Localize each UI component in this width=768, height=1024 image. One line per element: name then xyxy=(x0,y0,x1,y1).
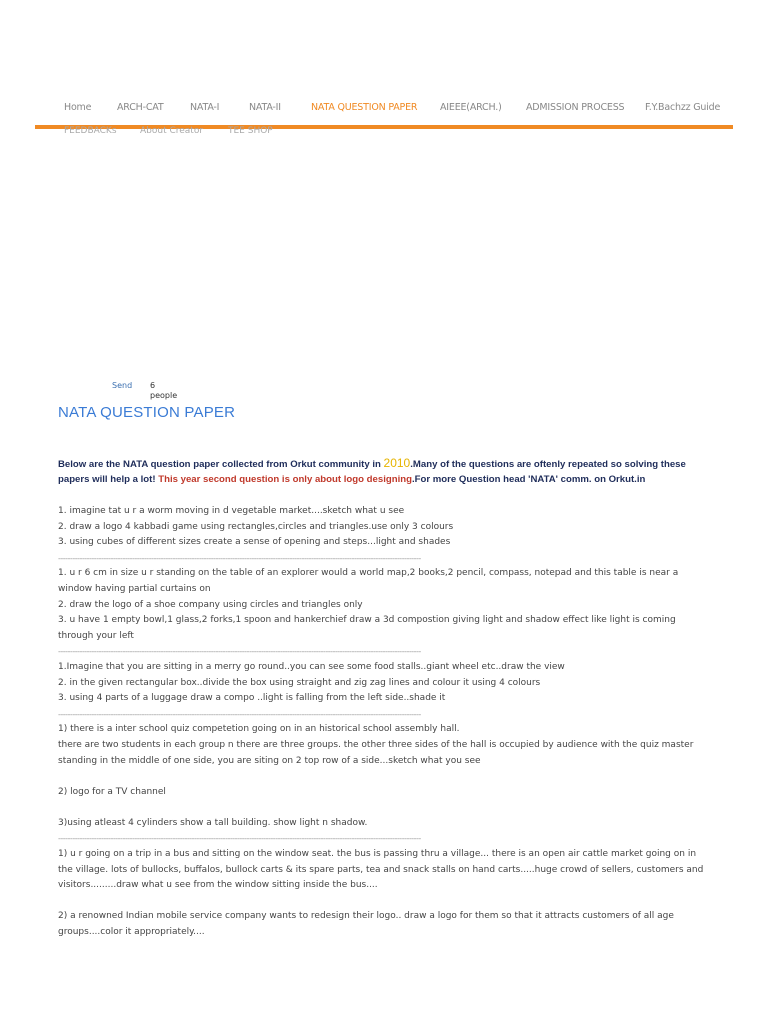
question: 2. draw a logo 4 kabbadi game using rectangles,circles and triangles.use only 3 colours xyxy=(58,521,454,532)
question-list xyxy=(58,504,710,941)
send-button[interactable]: Send xyxy=(112,381,133,390)
share-count-number: 6 xyxy=(150,381,156,390)
intro-highlight: This year second question is only about logo designing xyxy=(158,474,412,485)
nav-item-aieee-arch[interactable]: AIEEE(ARCH.) xyxy=(440,102,502,113)
nav-item-feedbacks[interactable]: FEEDBACKs xyxy=(64,126,117,136)
intro-text-b: .Many of the questions are oftenly repeated so solving these papers will help a lot! xyxy=(58,459,686,485)
question: 3. u have 1 empty bowl,1 glass,2 forks,1 spoon and hankerchief draw a 3d compostion giving light and shadow effect like light is coming through your left xyxy=(58,615,676,641)
nav-item-about-creator[interactable]: About Creator xyxy=(140,126,204,136)
question: there are two students in each group n there are three groups. the other three sides of the hall is occupied by audience with the quiz master standing in the middle of one side, you are siting on 2 top row of a side...sketch what you see xyxy=(58,739,694,766)
nav-item-nata-question-paper[interactable]: NATA QUESTION PAPER xyxy=(311,102,418,113)
question: 3. using cubes of different sizes create a sense of opening and steps...light and shades xyxy=(58,537,451,548)
intro-text-c: .For more Question head 'NATA' comm. on Orkut.in xyxy=(411,474,646,485)
nav-item-arch-cat[interactable]: ARCH-CAT xyxy=(117,102,164,113)
share-count xyxy=(150,381,177,401)
question: 1) there is a inter school quiz competetion going on in an historical school assembly hall. xyxy=(58,724,460,735)
main-nav xyxy=(0,102,768,122)
nav-item-admission-process[interactable]: ADMISSION PROCESS xyxy=(526,102,625,113)
question: 2. in the given rectangular box..divide the box using straight and zig zag lines and colour it using 4 colours xyxy=(58,677,541,688)
nav-item-nata-ii[interactable]: NATA-II xyxy=(249,102,281,113)
intro-year: 2010 xyxy=(383,456,411,470)
question: 2. draw the logo of a shoe company using circles and triangles only xyxy=(58,599,363,610)
intro-paragraph xyxy=(58,456,718,487)
question: 1.Imagine that you are sitting in a merry go round..you can see some food stalls..giant wheel etc..draw the view xyxy=(58,661,565,672)
question: 3)using atleast 4 cylinders show a tall building. show light n shadow. xyxy=(58,817,368,828)
question: 3. using 4 parts of a luggage draw a compo ..light is falling from the left side..shade it xyxy=(58,693,446,704)
divider: -------------------------------------------------------------------------------------------------------------------------------------------------------- xyxy=(58,553,421,563)
question: 1) u r going on a trip in a bus and sitting on the window seat. the bus is passing thru a village... there is an open air cattle market going on in the village. lots of bullocks, buffalos, bullock carts & its spare parts, tea and snack stalls on hand carts.....huge crowd of sellers, customers and visitors.........draw what u see from the window sitting inside the bus.... xyxy=(58,849,704,891)
question: 1. imagine tat u r a worm moving in d vegetable market....sketch what u see xyxy=(58,506,405,516)
nav-item-tee-shop[interactable]: TEE SHOP xyxy=(228,126,273,136)
divider: -------------------------------------------------------------------------------------------------------------------------------------------------------- xyxy=(58,834,421,844)
question: 2) logo for a TV channel xyxy=(58,786,166,797)
question: 1. u r 6 cm in size u r standing on the table of an explorer would a world map,2 books,2 pencil, compass, notepad and this table is near a window having partial curtains on xyxy=(58,568,679,594)
divider: -------------------------------------------------------------------------------------------------------------------------------------------------------- xyxy=(58,647,421,657)
question: 2) a renowned Indian mobile service company wants to redesign their logo.. draw a logo for them so that it attracts customers of all age groups....color it appropriately.... xyxy=(58,911,674,938)
nav-item-nata-i[interactable]: NATA-I xyxy=(190,102,220,113)
secondary-nav xyxy=(0,126,768,138)
nav-item-fy-bachzz-guide[interactable]: F.Y.Bachzz Guide xyxy=(645,102,721,113)
divider: -------------------------------------------------------------------------------------------------------------------------------------------------------- xyxy=(58,709,421,719)
nav-item-home[interactable]: Home xyxy=(64,102,92,113)
share-count-suffix: people xyxy=(150,391,178,400)
page-title: NATA QUESTION PAPER xyxy=(58,404,236,421)
intro-text-a: Below are the NATA question paper collected from Orkut community in xyxy=(58,459,384,470)
